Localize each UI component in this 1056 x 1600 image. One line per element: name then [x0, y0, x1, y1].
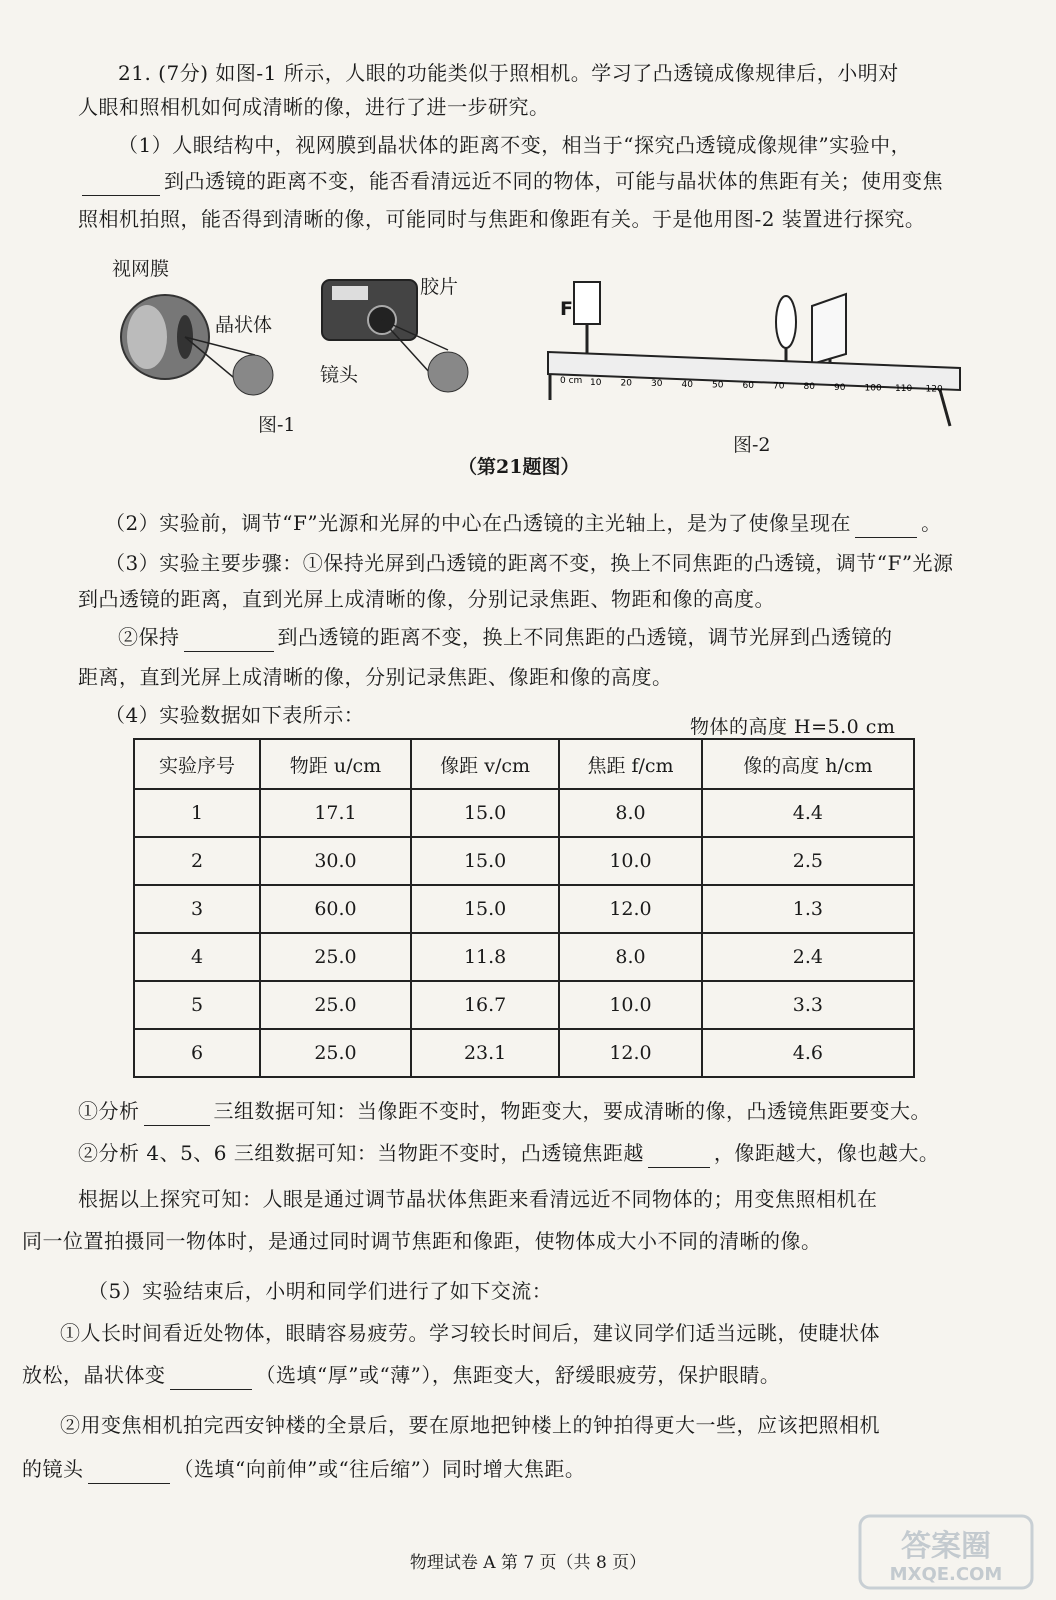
conclusion-line2: 同一位置拍摄同一物体时，是通过同时调节焦距和像距，使物体成大小不同的清晰的像。 [22, 1229, 822, 1253]
answer-blank-1[interactable] [82, 173, 160, 196]
table-cell: 25.0 [260, 981, 411, 1029]
label-camera-lens: 镜头 [320, 364, 359, 386]
table-row [134, 1029, 914, 1077]
ruler-tick-label: 50 [712, 380, 724, 391]
table-row [134, 933, 914, 981]
analysis2-prefix: ②分析 4、5、6 三组数据可知：当物距不变时，凸透镜焦距越 [78, 1141, 644, 1165]
conclusion-line1: 根据以上探究可知：人眼是通过调节晶状体焦距来看清远近不同物体的；用变焦照相机在 [78, 1187, 878, 1211]
table-cell: 25.0 [260, 1029, 411, 1077]
apple-object [233, 355, 273, 395]
table-cell: 23.1 [411, 1029, 559, 1077]
analysis-line2 [78, 1138, 939, 1168]
convex-lens [776, 296, 796, 348]
table-cell: 10.0 [559, 837, 701, 885]
answer-blank-2[interactable] [855, 515, 917, 538]
header-cell: 物距 u/cm [260, 739, 411, 789]
table-cell: 11.8 [411, 933, 559, 981]
table-cell: 1.3 [702, 885, 914, 933]
ruler-tick-label: 40 [681, 379, 693, 390]
part2-line: （2）实验前，调节“F”光源和光屏的中心在凸透镜的主光轴上，是为了使像呈现在 。 [105, 508, 942, 538]
table-cell: 8.0 [559, 789, 701, 837]
ruler-tick-label: 80 [803, 382, 815, 393]
part5-item1-prefix: 放松，晶状体变 [22, 1363, 166, 1387]
table-cell: 25.0 [260, 933, 411, 981]
watermark-logo [856, 1512, 1036, 1592]
answer-blank-5[interactable] [648, 1145, 710, 1168]
object-height-note: 物体的高度 H=5.0 cm [690, 716, 896, 738]
figure2-caption: 图-2 [733, 434, 771, 456]
watermark-text: 答案圈 [901, 1529, 991, 1564]
table-cell: 2.4 [702, 933, 914, 981]
ruler-tick-label: 100 [864, 383, 882, 394]
ruler-tick-label: 20 [620, 378, 632, 389]
table-cell: 3 [134, 885, 260, 933]
label-retina: 视网膜 [112, 258, 170, 280]
table-cell: 15.0 [411, 837, 559, 885]
part2-text: （2）实验前，调节“F”光源和光屏的中心在凸透镜的主光轴上，是为了使像呈现在 [105, 511, 852, 535]
table-cell: 4.6 [702, 1029, 914, 1077]
table-cell: 12.0 [559, 885, 701, 933]
f-light-source [574, 282, 600, 324]
watermark-graphic [856, 1512, 1036, 1592]
table-cell: 4 [134, 933, 260, 981]
table-cell: 15.0 [411, 885, 559, 933]
viewfinder [332, 286, 368, 300]
question-intro-line1: 21. (7分) 如图-1 所示，人眼的功能类似于照相机。学习了凸透镜成像规律后，小明对 [118, 61, 899, 85]
analysis2-text: ，像距越大，像也越大。 [713, 1141, 940, 1165]
page-footer: 物理试卷 A 第 7 页（共 8 页） [409, 1553, 647, 1573]
part5-item2-line1: ②用变焦相机拍完西安钟楼的全景后，要在原地把钟楼上的钟拍得更大一些，应该把照相机 [60, 1413, 880, 1437]
answer-blank-7[interactable] [88, 1461, 170, 1484]
table-cell: 6 [134, 1029, 260, 1077]
ruler-tick-label: 70 [773, 381, 785, 392]
header-cell: 实验序号 [134, 739, 260, 789]
answer-blank-3[interactable] [184, 629, 274, 652]
table-body [134, 789, 914, 1077]
table-row [134, 837, 914, 885]
part3-step2-prefix: ②保持 [118, 625, 180, 649]
part5-item2-line2 [22, 1454, 585, 1484]
analysis1-prefix: ①分析 [78, 1099, 140, 1123]
analysis-line1 [78, 1096, 931, 1126]
part5-item2-text: （选填“向前伸”或“往后缩”）同时增大焦距。 [173, 1457, 586, 1481]
table-cell: 17.1 [260, 789, 411, 837]
ruler-tick-label: 120 [925, 384, 943, 395]
ruler-tick-label: 10 [590, 378, 602, 388]
part3-line1: （3）实验主要步骤：①保持光屏到凸透镜的距离不变，换上不同焦距的凸透镜，调节“F”光源 [105, 551, 954, 575]
table-row [134, 789, 914, 837]
figure1-caption: 图-1 [258, 414, 296, 436]
part3-line2: 到凸透镜的距离，直到光屏上成清晰的像，分别记录焦距、物距和像的高度。 [78, 587, 775, 611]
label-lens: 晶状体 [215, 314, 273, 336]
table-header-row [134, 739, 914, 789]
table-cell: 16.7 [411, 981, 559, 1029]
label-film: 胶片 [420, 276, 459, 298]
bench-leg-right [940, 390, 950, 426]
light-screen [812, 294, 846, 364]
part5-item1-text: （选填“厚”或“薄”），焦距变大，舒缓眼疲劳，保护眼睛。 [255, 1363, 781, 1387]
table-cell: 10.0 [559, 981, 701, 1029]
table-cell: 2.5 [702, 837, 914, 885]
table-cell: 60.0 [260, 885, 411, 933]
part1-line3: 照相机拍照，能否得到清晰的像，可能同时与焦距和像距有关。于是他用图-2 装置进行探究。 [78, 207, 926, 231]
ruler-tick-label: 30 [651, 379, 663, 390]
table-cell: 15.0 [411, 789, 559, 837]
experiment-data-table [133, 738, 915, 1078]
ruler-tick-label: 60 [742, 381, 754, 391]
table-cell: 4.4 [702, 789, 914, 837]
ruler-tick-label: 110 [895, 384, 913, 394]
table-cell: 5 [134, 981, 260, 1029]
part4-line: （4）实验数据如下表所示： [105, 703, 365, 727]
question-intro-line2: 人眼和照相机如何成清晰的像，进行了进一步研究。 [78, 95, 550, 119]
header-cell: 像距 v/cm [411, 739, 559, 789]
part5-item1-line2 [22, 1360, 780, 1390]
header-cell: 焦距 f/cm [559, 739, 701, 789]
apple-object-camera [428, 352, 468, 392]
table-cell: 12.0 [559, 1029, 701, 1077]
part1-line2-text: 到凸透镜的距离不变，能否看清远近不同的物体，可能与晶状体的焦距有关；使用变焦 [164, 169, 943, 193]
watermark-domain: MXQE.COM [889, 1564, 1003, 1585]
table-cell: 30.0 [260, 837, 411, 885]
table-row [134, 981, 914, 1029]
retina-shape [127, 305, 167, 369]
part5-item1-line1: ①人长时间看近处物体，眼睛容易疲劳。学习较长时间后，建议同学们适当远眺，使睫状体 [60, 1321, 880, 1345]
answer-blank-6[interactable] [170, 1367, 252, 1390]
part5-line: （5）实验结束后，小明和同学们进行了如下交流： [88, 1279, 553, 1303]
f-source-letter: F [560, 298, 573, 320]
table-cell: 3.3 [702, 981, 914, 1029]
header-cell: 像的高度 h/cm [702, 739, 914, 789]
part3-line3 [118, 622, 893, 652]
ruler-tick-label: 90 [834, 382, 846, 393]
optical-bench-diagram [540, 278, 970, 438]
part1-line1: （1）人眼结构中，视网膜到晶状体的距离不变，相当于“探究凸透镜成像规律”实验中， [118, 133, 912, 157]
answer-blank-4[interactable] [144, 1103, 210, 1126]
part5-item2-prefix: 的镜头 [22, 1457, 84, 1481]
part3-line4: 距离，直到光屏上成清晰的像，分别记录焦距、像距和像的高度。 [78, 665, 673, 689]
table-cell: 1 [134, 789, 260, 837]
part1-line2 [78, 166, 943, 196]
table-cell: 2 [134, 837, 260, 885]
part3-step2-text: 到凸透镜的距离不变，换上不同焦距的凸透镜，调节光屏到凸透镜的 [277, 625, 893, 649]
analysis1-text: 三组数据可知：当像距不变时，物距变大，要成清晰的像，凸透镜焦距要变大。 [213, 1099, 931, 1123]
table-row [134, 885, 914, 933]
table-cell: 8.0 [559, 933, 701, 981]
ruler-start-label: 0 cm [560, 376, 583, 386]
figure-title: （第21题图） [458, 456, 580, 478]
